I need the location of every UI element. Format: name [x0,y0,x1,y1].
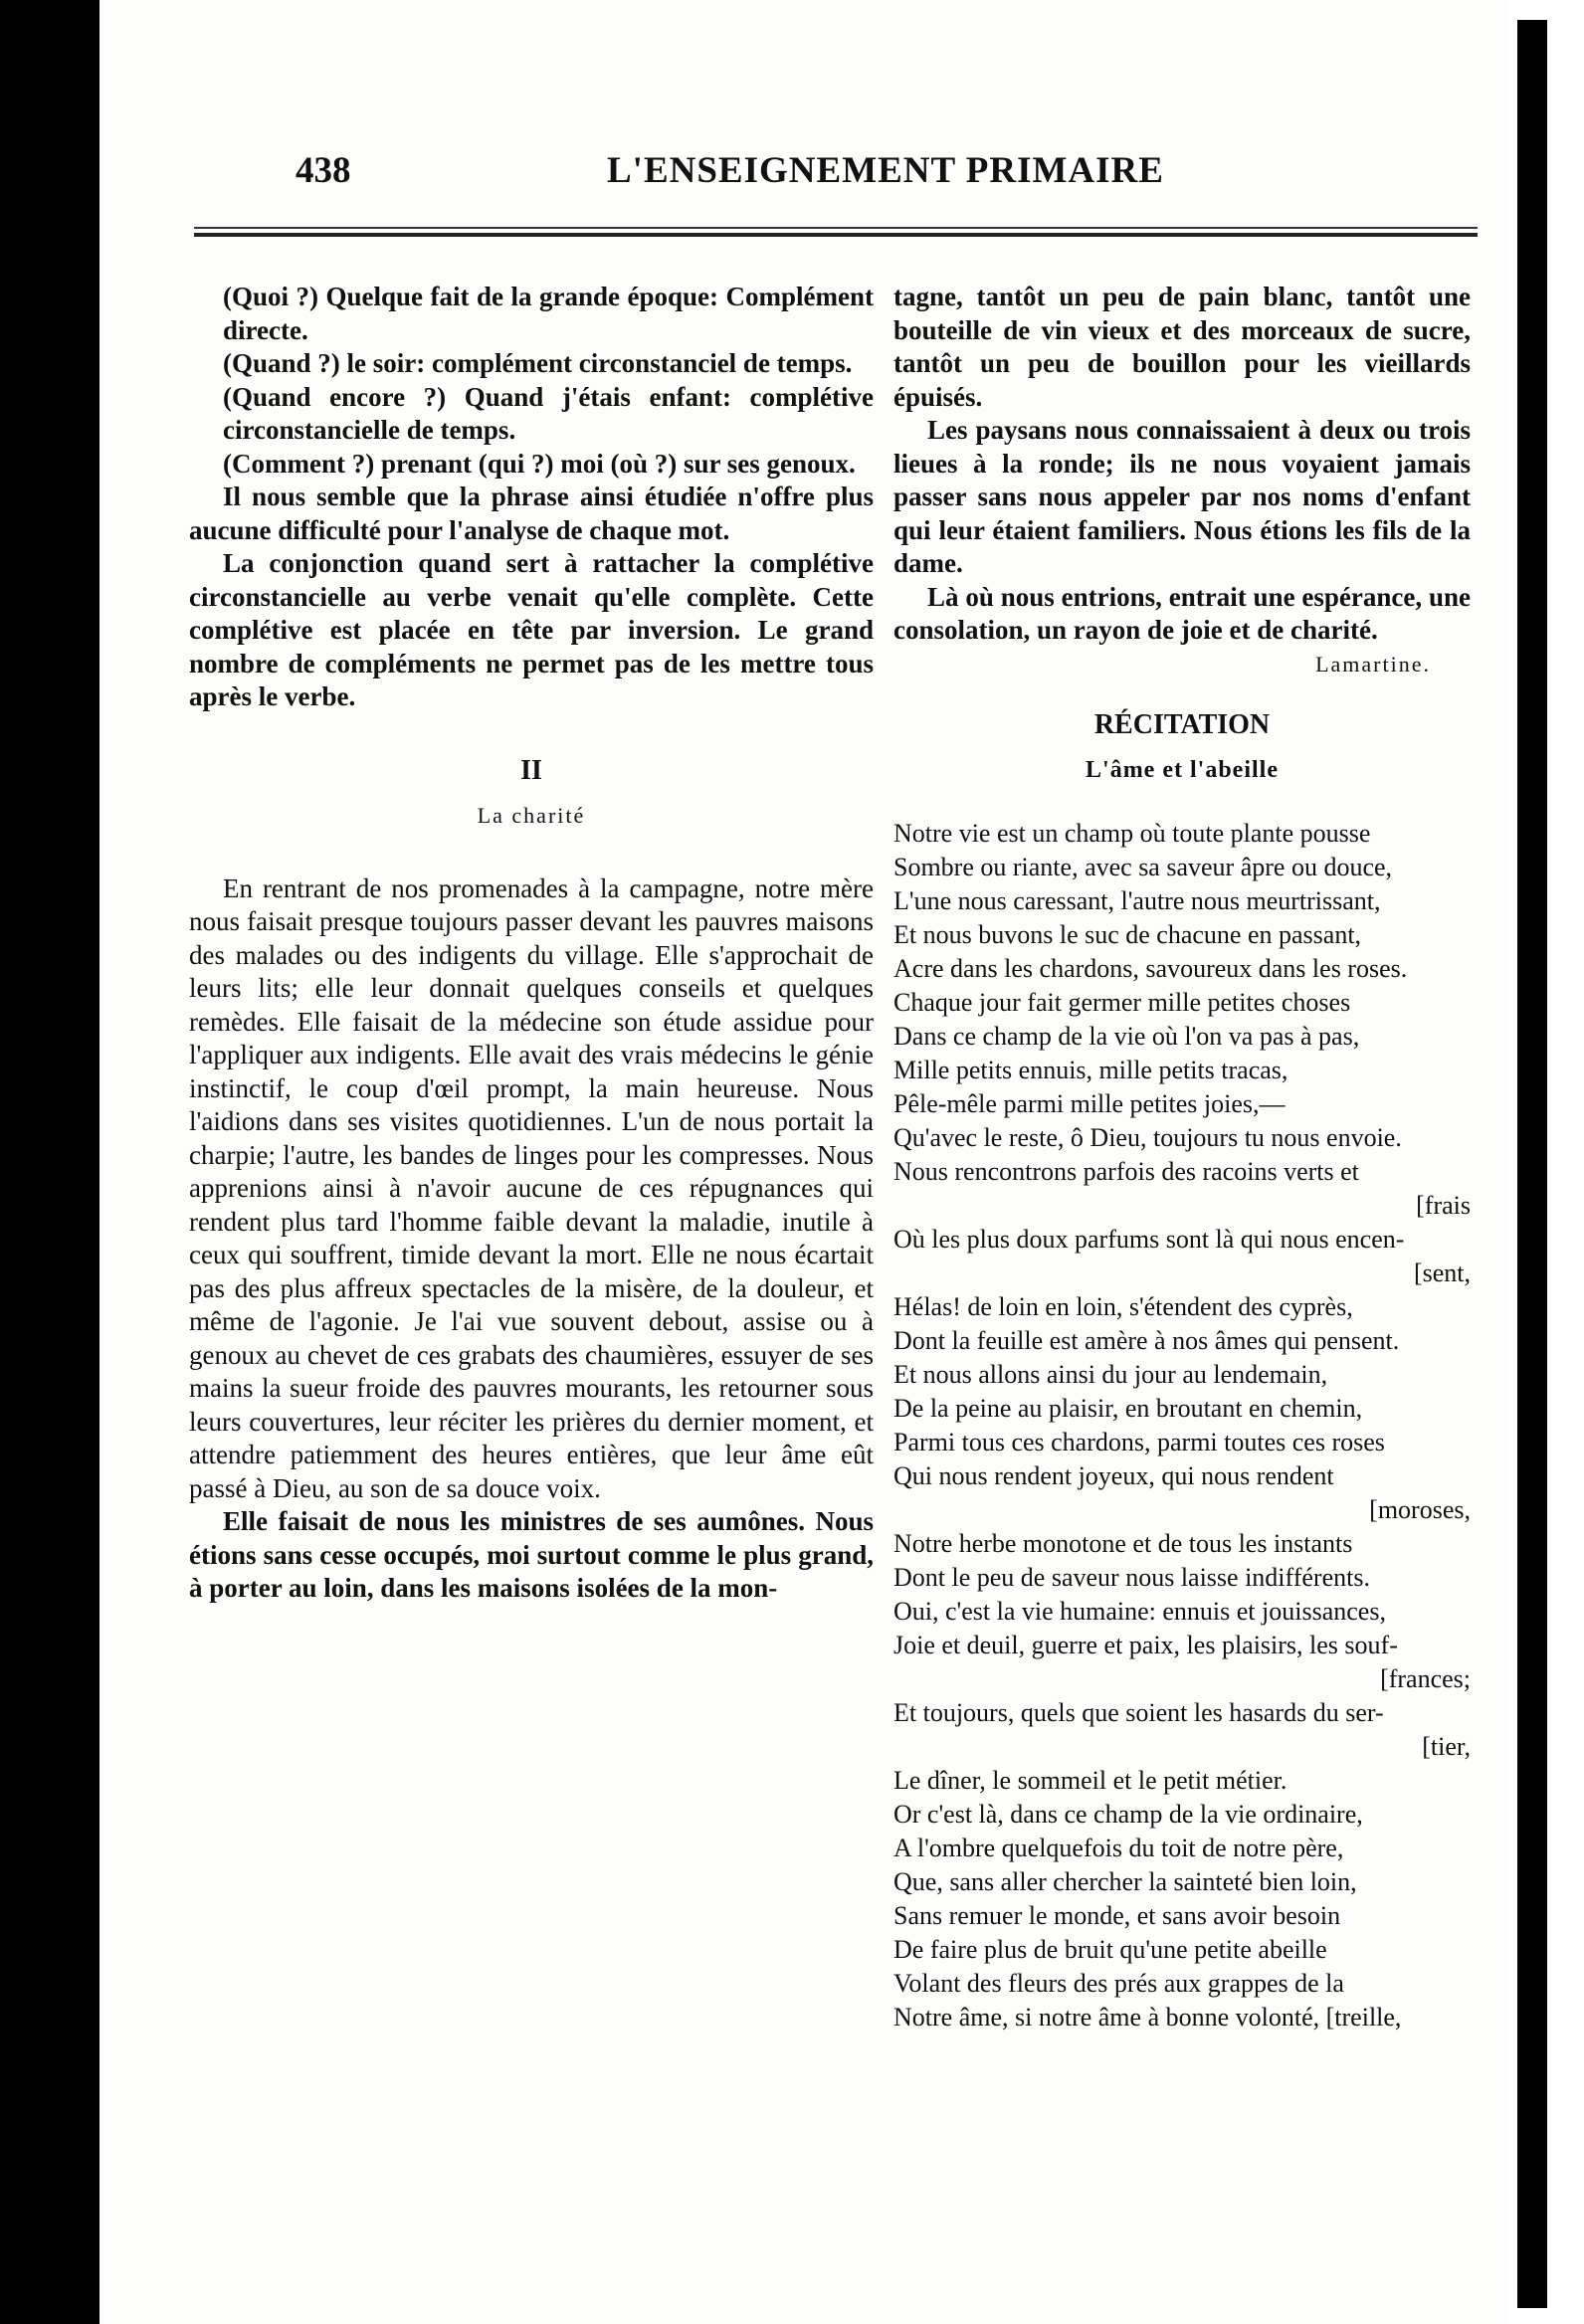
poem-verse: Pêle-mêle parmi mille petites joies,— [893,1089,1286,1118]
page-number: 438 [296,150,351,191]
section-number: II [520,754,542,786]
poem-verse: Oui, c'est la vie humaine: ennuis et jouissances, [893,1597,1386,1626]
paragraph: Il nous semble que la phrase ainsi étudiée n'offre plus aucune difficulté pour l'analyse de chaque mot. [189,482,874,545]
header-rule-thin [194,227,1478,229]
header-rule-thick [194,233,1478,237]
poem-title: L'âme et l'abeille [1086,756,1279,783]
poem-verse: Hélas! de loin en loin, s'étendent des cyprès, [893,1292,1353,1321]
poem-verse: De faire plus de bruit qu'une petite abeille [893,1935,1327,1964]
paragraph: tagne, tantôt un peu de pain blanc, tantôt une bouteille de vin vieux et des morceaux de sucre, tantôt un peu de bouillon pour les vieillards épuisés. [893,282,1471,412]
analysis-line-3: (Quand encore ?) Quand j'étais enfant: complétive circonstancielle de temps. [223,381,874,445]
poem-verse: [sent, [1413,1259,1471,1287]
left-column [189,281,874,1606]
section-title: La charité [477,803,586,828]
adjacent-page-edge [1507,0,1584,2324]
poem-verse: Dont le peu de saveur nous laisse indifférents. [893,1563,1370,1592]
poem-verse: Et nous buvons le suc de chacune en passant, [893,920,1362,949]
analysis-line-4: (Comment ?) prenant (qui ?) moi (où ?) sur ses genoux. [223,448,856,479]
poem-verse: Qu'avec le reste, ô Dieu, toujours tu nous envoie. [893,1123,1402,1152]
poem-verse: Que, sans aller chercher la sainteté bien loin, [893,1867,1357,1896]
analysis-line-1: (Quoi ?) Quelque fait de la grande époque: Complément directe. [223,282,874,345]
poem-verse: Notre herbe monotone et de tous les instants [893,1529,1353,1558]
recitation-heading: RÉCITATION [1093,709,1271,740]
poem-verse: Acre dans les chardons, savoureux dans les roses. [893,954,1408,983]
poem-verse: [frances; [1380,1664,1471,1693]
paragraph: La conjonction quand sert à rattacher la complétive circonstancielle au verbe venait qu'elle complète. Cette complétive est placée en tête par inversion. Le grand nombre de compléments ne permet pas de les mettre tous après le verbe. [189,548,874,711]
paragraph: En rentrant de nos promenades à la campagne, notre mère nous faisait presque toujours passer devant les pauvres maisons des malades ou des indigents du village. Elle s'approchait de leurs lits; elle leur donnait quelques conseils et quelques remèdes. Elle faisait de la médecine son étude assidue pour l'appliquer aux indigents. Elle avait des vrais médecins le génie instinctif, le coup d'œil prompt, la main heureuse. Nous l'aidions dans ses visites quotidiennes. L'un de nous portait la charpie; l'autre, les bandes de linges pour les compresses. Nous apprenions ainsi à n'avoir aucune de ces répugnances qui rendent plus tard l'homme faible devant la maladie, inutile à ceux qui souffrent, timide devant la mort. Elle ne nous écartait pas des plus affreux spectacles de la misère, de la douleur, et même de l'agonie. Je l'ai vue souvent debout, assise ou à genoux au chevet de ces grabats des chaumières, essuyer de ses mains la sueur froide des pauvres mourants, les retourner sous leurs couvertures, leur réciter les prières du dernier moment, et attendre patiemment des heures entières, que leur âme eût passé à Dieu, au son de sa douce voix. [189,872,874,1503]
poem-verse: Notre vie est un champ où toute plante pousse [893,819,1371,848]
author-signature: Lamartine. [1315,651,1431,677]
poem-verse: Où les plus doux parfums sont là qui nous encen- [893,1225,1405,1254]
poem-verse: Parmi tous ces chardons, parmi toutes ces roses [893,1428,1385,1456]
poem-verse: De la peine au plaisir, en broutant en chemin, [893,1394,1363,1423]
poem-verse: Qui nous rendent joyeux, qui nous rendent [893,1461,1334,1490]
paragraph: Elle faisait de nous les ministres de ses aumônes. Nous étions sans cesse occupés, moi surtout comme le plus grand, à porter au loin, dans les maisons isolées de la mon- [189,1506,874,1603]
poem-verse: Et toujours, quels que soient les hasards du ser- [893,1698,1384,1727]
page-header [99,149,1507,199]
poem-verse: Dont la feuille est amère à nos âmes qui pensent. [893,1326,1400,1355]
poem-verse: Joie et deuil, guerre et paix, les plaisirs, les souf- [893,1631,1398,1659]
right-column [893,281,1471,2034]
poem-verse: Volant des fleurs des prés aux grappes de la [893,1969,1344,1998]
poem-verse: Le dîner, le sommeil et le petit métier. [893,1766,1287,1795]
poem-verse: Notre âme, si notre âme à bonne volonté, [treille, [893,2003,1402,2032]
poem-verse: Sans remuer le monde, et sans avoir besoin [893,1901,1341,1930]
running-head: L'ENSEIGNEMENT PRIMAIRE [607,150,1164,191]
poem-verse: Et nous allons ainsi du jour au lendemain, [893,1360,1328,1389]
paragraph: Les paysans nous connaissaient à deux ou trois lieues à la ronde; ils ne nous voyaient jamais passer sans nous appeler par nos noms d'enfant qui leur étaient familiers. Nous étions les fils de la dame. [893,415,1471,578]
poem-verse: Sombre ou riante, avec sa saveur âpre ou douce, [893,853,1393,881]
poem-verse: Nous rencontrons parfois des racoins verts et [893,1157,1359,1186]
poem [893,817,1471,2034]
poem-verse: L'une nous caressant, l'autre nous meurtrissant, [893,886,1381,915]
poem-verse: Or c'est là, dans ce champ de la vie ordinaire, [893,1800,1363,1829]
poem-verse: [moroses, [1369,1495,1471,1524]
poem-verse: [tier, [1422,1732,1471,1761]
paragraph: Là où nous entrions, entrait une espérance, une consolation, un rayon de joie et de charité. [893,581,1471,645]
poem-verse: Chaque jour fait germer mille petites choses [893,988,1351,1017]
poem-verse: Dans ce champ de la vie où l'on va pas à pas, [893,1022,1360,1051]
analysis-line-2: (Quand ?) le soir: complément circonstanciel de temps. [223,348,853,378]
poem-verse: A l'ombre quelquefois du toit de notre père, [893,1834,1344,1862]
poem-verse: [frais [1416,1191,1471,1220]
poem-verse: Mille petits ennuis, mille petits tracas, [893,1056,1288,1084]
